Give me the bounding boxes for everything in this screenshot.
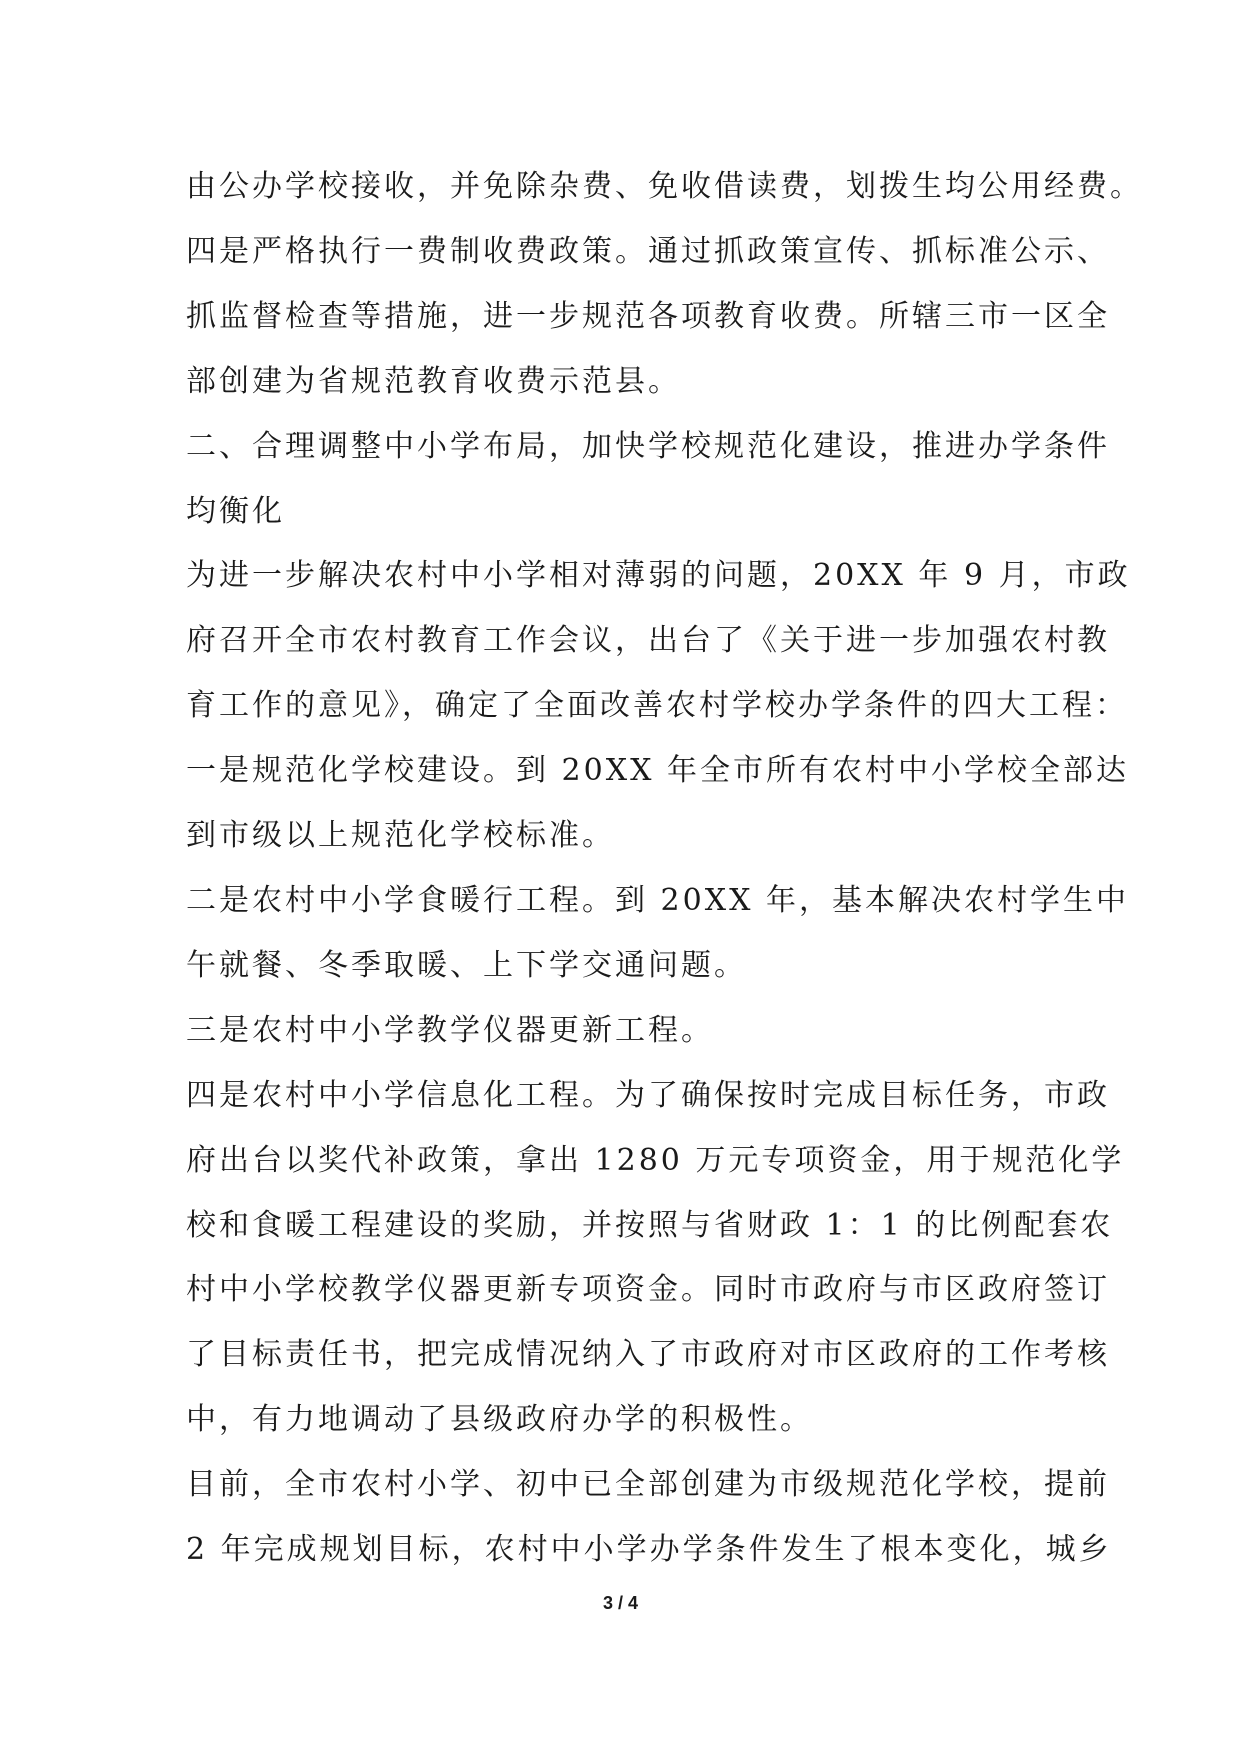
text-line: 四是严格执行一费制收费政策。通过抓政策宣传、抓标准公示、	[186, 233, 1110, 269]
text-line: 府召开全市农村教育工作会议，出台了《关于进一步加强农村教	[186, 623, 1110, 659]
text-line: 育工作的意见》，确定了全面改善农村学校办学条件的四大工程：	[186, 688, 1128, 724]
text-line: 三是农村中小学教学仪器更新工程。	[186, 1012, 714, 1048]
text-line: 为进一步解决农村中小学相对薄弱的问题，20XX 年 9 月，市政	[186, 558, 1131, 594]
text-line: 中，有力地调动了县级政府办学的积极性。	[186, 1402, 813, 1438]
text-line: 一是规范化学校建设。到 20XX 年全市所有农村中小学校全部达	[186, 753, 1129, 789]
text-line: 二是农村中小学食暖行工程。到 20XX 年，基本解决农村学生中	[186, 882, 1129, 918]
text-line: 村中小学校教学仪器更新专项资金。同时市政府与市区政府签订	[186, 1272, 1110, 1308]
section-heading-line: 均衡化	[186, 493, 285, 529]
text-line: 由公办学校接收，并免除杂费、免收借读费，划拨生均公用经费。	[186, 169, 1143, 204]
text-line: 午就餐、冬季取暖、上下学交通问题。	[186, 947, 747, 983]
page-number: 3 / 4	[602, 1593, 639, 1613]
document-body	[186, 155, 1143, 1583]
section-heading-line: 二、合理调整中小学布局，加快学校规范化建设，推进办学条件	[186, 428, 1110, 464]
text-line: 府出台以奖代补政策，拿出 1280 万元专项资金，用于规范化学	[186, 1142, 1125, 1178]
text-line: 目前，全市农村小学、初中已全部创建为市级规范化学校，提前	[186, 1467, 1110, 1503]
text-line: 到市级以上规范化学校标准。	[186, 818, 615, 854]
text-line: 四是农村中小学信息化工程。为了确保按时完成目标任务，市政	[186, 1077, 1110, 1113]
text-line: 部创建为省规范教育收费示范县。	[186, 363, 681, 399]
text-line: 2 年完成规划目标，农村中小学办学条件发生了根本变化，城乡	[186, 1532, 1112, 1568]
text-line: 校和食暖工程建设的奖励，并按照与省财政 1：1 的比例配套农	[186, 1207, 1114, 1243]
text-line: 抓监督检查等措施，进一步规范各项教育收费。所辖三市一区全	[186, 298, 1110, 334]
text-line: 了目标责任书，把完成情况纳入了市政府对市区政府的工作考核	[186, 1337, 1110, 1373]
